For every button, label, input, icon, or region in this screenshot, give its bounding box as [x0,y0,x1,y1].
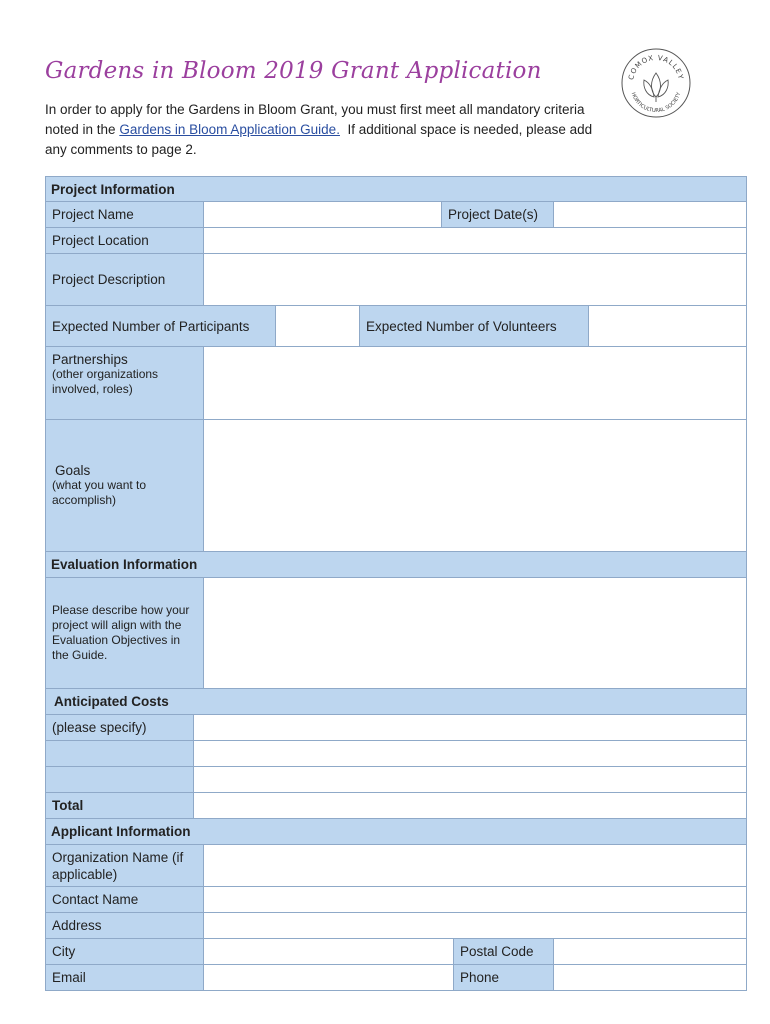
volunteers-label: Expected Number of Volunteers [359,306,588,346]
project-information-header: Project Information [46,177,746,201]
organization-name-label: Organization Name (if applicable) [46,845,203,886]
partnerships-label-cell [46,347,203,419]
evaluation-prompt-label: Please describe how your project will align with the Evaluation Objectives in the Guide. [46,578,203,688]
cost-amount-field-2[interactable] [193,741,746,766]
postal-code-field[interactable] [553,939,746,964]
project-dates-label: Project Date(s) [441,202,553,227]
intro-line-2-post: If additional space is needed, please add [339,122,593,137]
leaf-icon [644,73,668,102]
goals-field[interactable] [203,420,746,551]
participants-label: Expected Number of Participants [46,306,275,346]
goals-label-cell [46,420,203,551]
volunteers-field[interactable] [588,306,746,346]
applicant-information-header: Applicant Information [46,819,746,844]
logo-text-top: COMOX VALLEY [627,53,685,81]
cost-amount-field-3[interactable] [193,767,746,792]
city-field[interactable] [203,939,453,964]
society-logo [620,47,692,119]
phone-field[interactable] [553,965,746,990]
goals-hint: (what you want to accomplish) [52,478,147,507]
participants-field[interactable] [275,306,359,346]
costs-specify-label: (please specify) [46,715,193,740]
total-field[interactable] [193,793,746,818]
svg-text:COMOX VALLEY [627,54,685,81]
phone-label: Phone [453,965,553,990]
partnerships-hint: (other organizations involved, roles) [52,367,159,396]
project-description-label: Project Description [46,254,203,305]
cost-amount-field-1[interactable] [193,715,746,740]
address-label: Address [46,913,203,938]
project-location-field[interactable] [203,228,746,253]
project-description-field[interactable] [203,254,746,305]
project-dates-field[interactable] [553,202,746,227]
cost-item-field-2[interactable] [46,741,193,766]
postal-code-label: Postal Code [453,939,553,964]
project-name-field[interactable] [203,202,441,227]
project-location-label: Project Location [46,228,203,253]
project-name-label: Project Name [46,202,203,227]
intro-line-2-pre: noted in the [45,122,120,137]
email-field[interactable] [203,965,453,990]
logo-text-bottom: HORTICULTURAL SOCIETY [629,91,683,115]
evaluation-field[interactable] [203,578,746,688]
email-label: Email [46,965,203,990]
address-field[interactable] [203,913,746,938]
contact-name-label: Contact Name [46,887,203,912]
cost-item-field-3[interactable] [46,767,193,792]
total-label: Total [46,793,193,818]
intro-line-3: any comments to page 2. [45,142,197,157]
intro-text [45,100,625,160]
page-title: Gardens in Bloom 2019 Grant Application [45,58,542,84]
svg-text:HORTICULTURAL SOCIETY [630,91,683,114]
goals-label: Goals [55,463,91,478]
evaluation-information-header: Evaluation Information [46,552,746,577]
anticipated-costs-header: Anticipated Costs [46,689,746,714]
organization-name-field[interactable] [203,845,746,886]
application-guide-link[interactable]: Gardens in Bloom Application Guide. [119,122,340,137]
grant-form [45,176,747,991]
intro-line-1: In order to apply for the Gardens in Bloom Grant, you must first meet all mandatory criteria [45,102,585,117]
contact-name-field[interactable] [203,887,746,912]
city-label: City [46,939,203,964]
partnerships-label: Partnerships [52,352,128,367]
partnerships-field[interactable] [203,347,746,419]
